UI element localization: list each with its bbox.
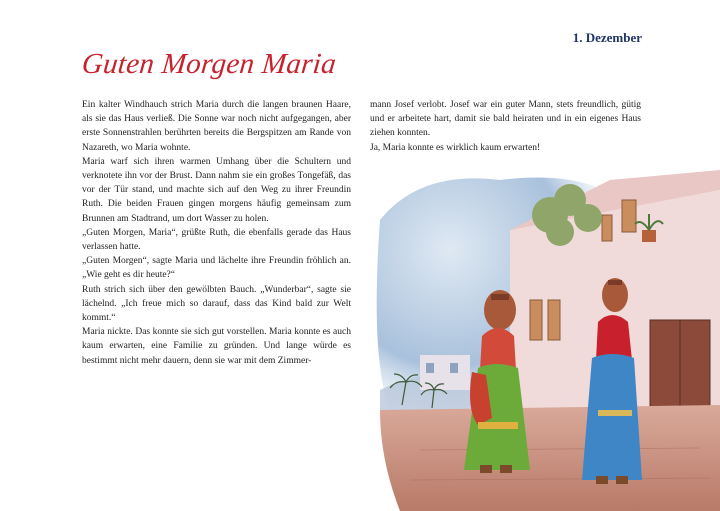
page-date-header: 1. Dezember <box>572 30 642 45</box>
paragraph: Ruth strich sich über den gewölbten Bauch. „Wunderbar“, sagte sie lächelnd. „Ich freue mich so darauf, dass das Kind bald zur Welt kommt.“ <box>82 284 351 324</box>
paragraph: Ein kalter Windhauch strich Maria durch die langen braunen Haare, als sie das Haus verließ. Die Sonne war noch nicht aufgegangen, aber erste Sonnenstrahlen berührten bereits die Bergspitzen am Rande von Nazareth, wo Maria wohnte. <box>82 100 351 153</box>
text-column-left <box>82 98 351 368</box>
paragraph: „Guten Morgen“, sagte Maria und lächelte ihre Freundin fröhlich an. „Wie geht es dir heute?“ <box>82 256 351 281</box>
ground <box>380 405 720 511</box>
window <box>622 200 636 232</box>
window <box>530 300 542 340</box>
window <box>548 300 560 340</box>
text-column-right <box>370 98 641 155</box>
paragraph: Maria warf sich ihren warmen Umhang über die Schultern und verknotete ihn vor der Brust. Dann nahm sie ein großes Tongefäß, das vor der Tür stand, und machte sich auf den Weg zu ihrer Freundin Ruth. Die beiden Frauen gingen morgens häufig gemeinsam zum Brunnen am Stadtrand, um dort Wasser zu holen. <box>82 156 351 224</box>
pot <box>642 230 656 242</box>
illustration-maria-and-ruth <box>360 160 720 511</box>
paragraph: Ja, Maria konnte es wirklich kaum erwarten! <box>370 142 541 153</box>
paragraph: mann Josef verlobt. Josef war ein guter Mann, stets freundlich, gütig und er arbeitete hart, damit sie bald heiraten und in ein eigenes Haus ziehen konnten. <box>370 100 641 139</box>
paragraph: Maria nickte. Das konnte sie sich gut vorstellen. Maria konnte es auch kaum erwarten, eine Familie zu gründen. Und lange würde es bestimmt nicht mehr dauern, denn sie war mit dem Zimmer- <box>82 327 351 366</box>
paragraph: „Guten Morgen, Maria“, grüßte Ruth, die ebenfalls gerade das Haus verlassen hatte. <box>82 227 351 253</box>
story-title: Guten Morgen Maria <box>80 48 338 80</box>
window <box>602 215 612 241</box>
